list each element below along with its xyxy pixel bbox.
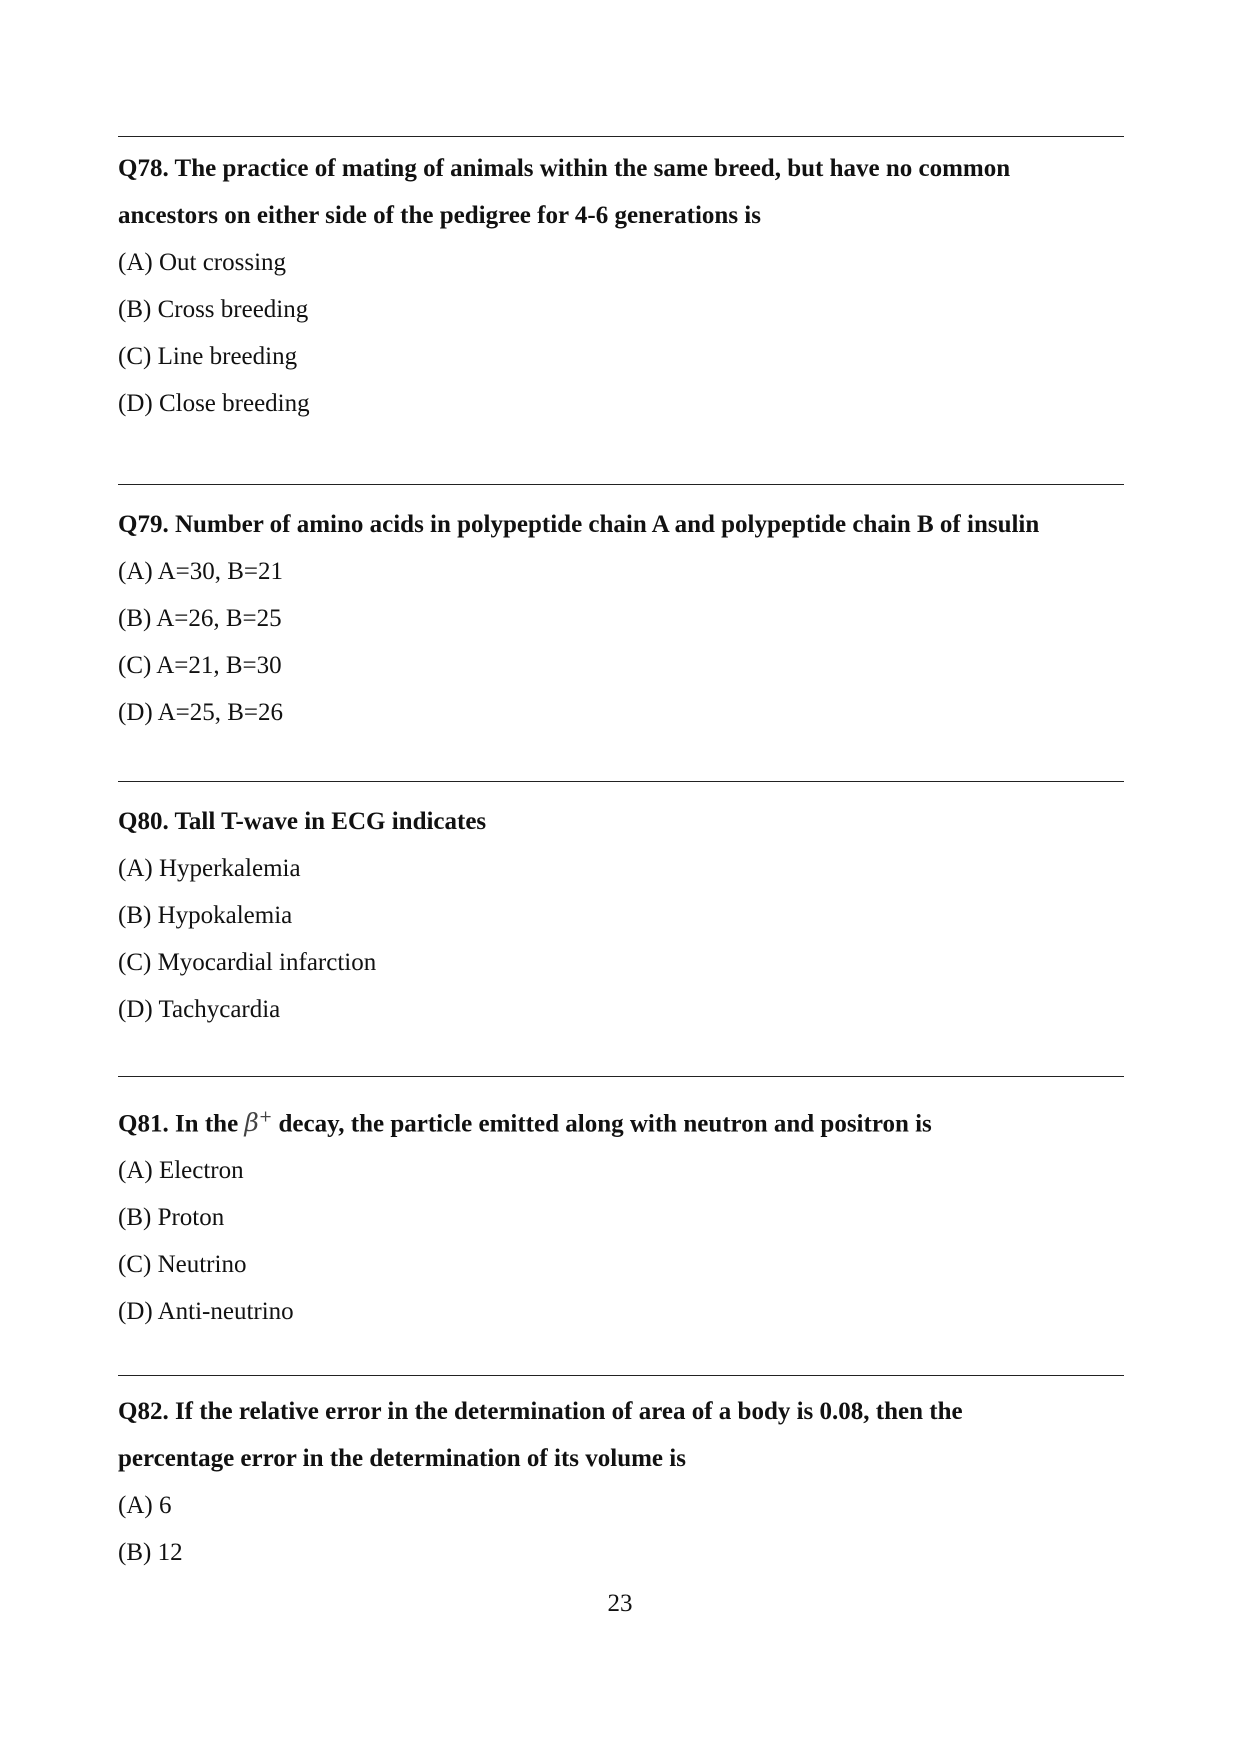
option-d: (D) A=25, B=26 [118, 699, 284, 726]
question-line: Number of amino acids in polypeptide chain A and polypeptide chain B of insulin [174, 511, 1040, 538]
question-q78 [118, 137, 1124, 441]
question-page [118, 136, 1124, 1576]
option-c: (C) Myocardial infarction [118, 949, 377, 976]
option-c: (C) Neutrino [118, 1251, 247, 1279]
question-line: The practice of mating of animals within the same breed, but have no common [174, 155, 1011, 182]
option-d: (D) Tachycardia [118, 996, 281, 1023]
question-text [118, 798, 1124, 845]
question-q79 [118, 485, 1124, 753]
option-b: (B) Cross breeding [118, 296, 309, 323]
option-a: (A) Hyperkalemia [118, 855, 301, 882]
question-tail: decay, the particle emitted along with neutron and positron is [278, 1110, 932, 1138]
question-q80 [118, 782, 1124, 1050]
question-number: Q81. [118, 1110, 169, 1138]
option-b: (B) Proton [118, 1204, 225, 1232]
option-a: (A) A=30, B=21 [118, 558, 284, 585]
option-b: (B) A=26, B=25 [118, 605, 282, 632]
question-text [118, 1388, 1124, 1435]
question-number: Q79. [118, 511, 169, 538]
option-a: (A) Out crossing [118, 249, 287, 276]
beta-superscript: + [258, 1107, 273, 1126]
question-line: ancestors on either side of the pedigree for 4-6 generations is [118, 202, 761, 229]
question-number: Q78. [118, 155, 169, 182]
question-line: Tall T-wave in ECG indicates [174, 808, 487, 835]
question-text [118, 501, 1124, 548]
option-a: (A) Electron [118, 1157, 244, 1185]
question-text [118, 1093, 1124, 1147]
option-c: (C) Line breeding [118, 343, 298, 370]
question-q81 [118, 1077, 1124, 1345]
question-number: Q80. [118, 808, 169, 835]
option-b: (B) 12 [118, 1539, 183, 1566]
question-number: Q82. [118, 1398, 169, 1425]
question-q82 [118, 1376, 1124, 1576]
option-d: (D) Close breeding [118, 390, 310, 417]
option-b: (B) Hypokalemia [118, 902, 293, 929]
beta-plus-symbol [244, 1108, 272, 1137]
option-a: (A) 6 [118, 1492, 172, 1519]
question-line: If the relative error in the determination of area of a body is 0.08, then the [174, 1398, 963, 1425]
question-line: percentage error in the determination of its volume is [118, 1445, 686, 1472]
question-text [118, 145, 1124, 192]
option-c: (C) A=21, B=30 [118, 652, 282, 679]
page-number: 23 [607, 1590, 633, 1617]
beta-symbol: β [244, 1108, 259, 1138]
question-lead: In the [174, 1110, 239, 1138]
option-d: (D) Anti-neutrino [118, 1298, 294, 1326]
